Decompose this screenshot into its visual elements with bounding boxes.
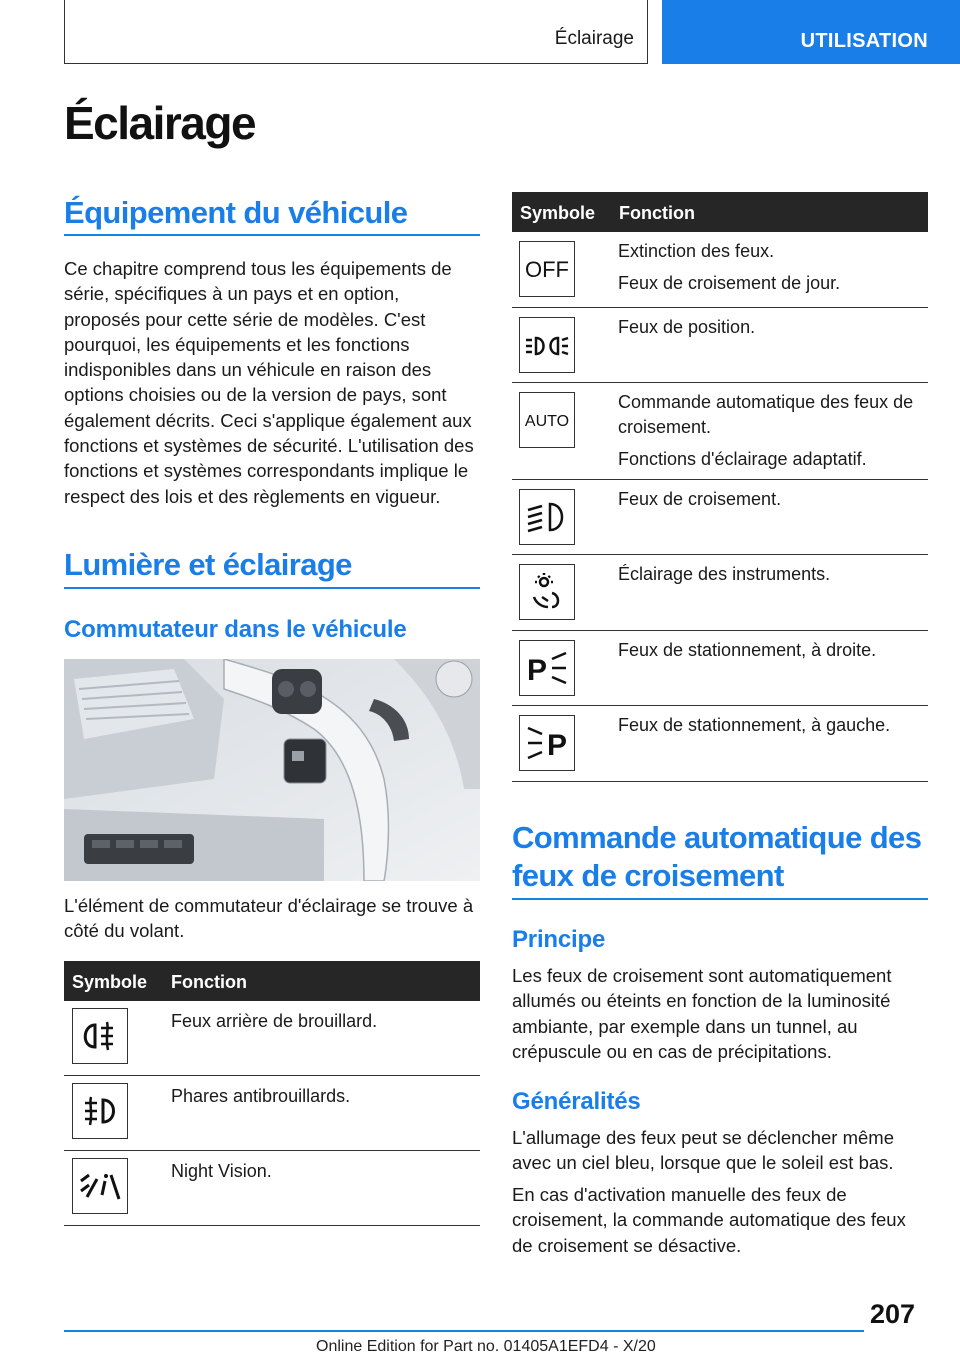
function-text: Night Vision.: [171, 1161, 272, 1181]
table-row: [64, 1001, 480, 1076]
table-header: [64, 961, 480, 1001]
front-fog-light-icon: [72, 1083, 128, 1139]
column-header-function: Fonction: [619, 203, 695, 223]
heading-general: Généralités: [512, 1088, 641, 1115]
column-header-function: Fonction: [171, 972, 247, 992]
table-row: [512, 631, 928, 706]
equipment-paragraph: Ce chapitre comprend tous les équipements de série, spécifiques à un pays et en option, proposés pour cette série de modèles. C'est pourquoi, les équipements et les fonctions indisponibles dans un véhicule en raison des options choisies ou de la version de pays, sont également décrits. Ceci s'applique également aux fonctions et systèmes de sécurité. L'utilisation des fonctions et systèmes correspondants implique le respect des lois et des règlements en vigueur.: [64, 258, 474, 507]
header-section-title: Éclairage: [554, 28, 634, 49]
table-row: [512, 706, 928, 782]
function-text: Éclairage des instruments.: [618, 564, 831, 584]
low-beam-icon: [519, 489, 575, 545]
table-row: [512, 308, 928, 383]
position-lights-icon: [519, 317, 575, 373]
svg-text:P: P: [526, 654, 548, 687]
heading-rule: [64, 234, 480, 236]
column-header-symbol: Symbole: [520, 203, 596, 223]
parking-light-right-icon: [519, 640, 575, 696]
general-paragraph-2: En cas d'activation manuelle des feux de croisement, la commande automatique des feux de croisement se désactive.: [512, 1184, 906, 1256]
function-text: Feux de croisement.: [618, 489, 782, 509]
table-row: [64, 1151, 480, 1226]
function-text: Commande automatique des feux de croisement.: [618, 392, 914, 437]
heading-principle: Principe: [512, 926, 606, 953]
instrument-lighting-icon: [519, 564, 575, 620]
function-text: Extinction des feux.: [618, 241, 775, 261]
rear-fog-light-icon: [72, 1008, 128, 1064]
night-vision-icon: [72, 1158, 128, 1214]
footer-edition: Online Edition for Part no. 01405A1EFD4 - X/20: [316, 1338, 656, 1355]
off-icon-text: OFF: [525, 257, 569, 282]
svg-text:P: P: [546, 729, 568, 762]
photo-caption: L'élément de commutateur d'éclairage se trouve à côté du volant.: [64, 895, 474, 942]
heading-rule: [64, 587, 480, 589]
table-row: [512, 480, 928, 555]
function-text: Feux de stationnement, à gauche.: [618, 715, 891, 735]
page-number: 207: [870, 1299, 916, 1329]
function-text: Feux arrière de brouillard.: [171, 1011, 378, 1031]
auto-icon: [519, 392, 575, 448]
header-tab-label[interactable]: UTILISATION: [800, 30, 928, 52]
table-row: [512, 555, 928, 631]
table-row: [512, 383, 928, 480]
principle-paragraph: Les feux de croisement sont automatiquement allumés ou éteints en fonction de la luminosité ambiante, par exemple dans un tunnel, au crépuscule ou en cas de précipitations.: [512, 965, 892, 1062]
off-icon: [519, 241, 575, 297]
page-title: Éclairage: [64, 97, 256, 149]
footer-rule: [64, 1330, 864, 1332]
heading-equipment: Équipement du véhicule: [64, 195, 408, 230]
table-row: [512, 232, 928, 308]
function-text: Phares antibrouillards.: [171, 1086, 351, 1106]
function-text: Fonctions d'éclairage adaptatif.: [618, 449, 867, 469]
table-header: [512, 192, 928, 232]
light-switch-photo: [64, 659, 480, 881]
heading-switch: Commutateur dans le véhicule: [64, 616, 407, 643]
column-header-symbol: Symbole: [72, 972, 148, 992]
heading-rule: [512, 898, 928, 900]
heading-light: Lumière et éclairage: [64, 547, 352, 582]
heading-auto-low-beam: Commande automatique des feux de croisement: [512, 820, 922, 893]
function-text: Feux de stationnement, à droite.: [618, 640, 877, 660]
general-paragraph-1: L'allumage des feux peut se déclencher même avec un ciel bleu, lorsque que le soleil est bas.: [512, 1127, 894, 1174]
parking-light-left-icon: [519, 715, 575, 771]
auto-icon-text: AUTO: [524, 413, 570, 430]
function-text: Feux de position.: [618, 317, 756, 337]
function-text: Feux de croisement de jour.: [618, 273, 841, 293]
table-row: [64, 1076, 480, 1151]
